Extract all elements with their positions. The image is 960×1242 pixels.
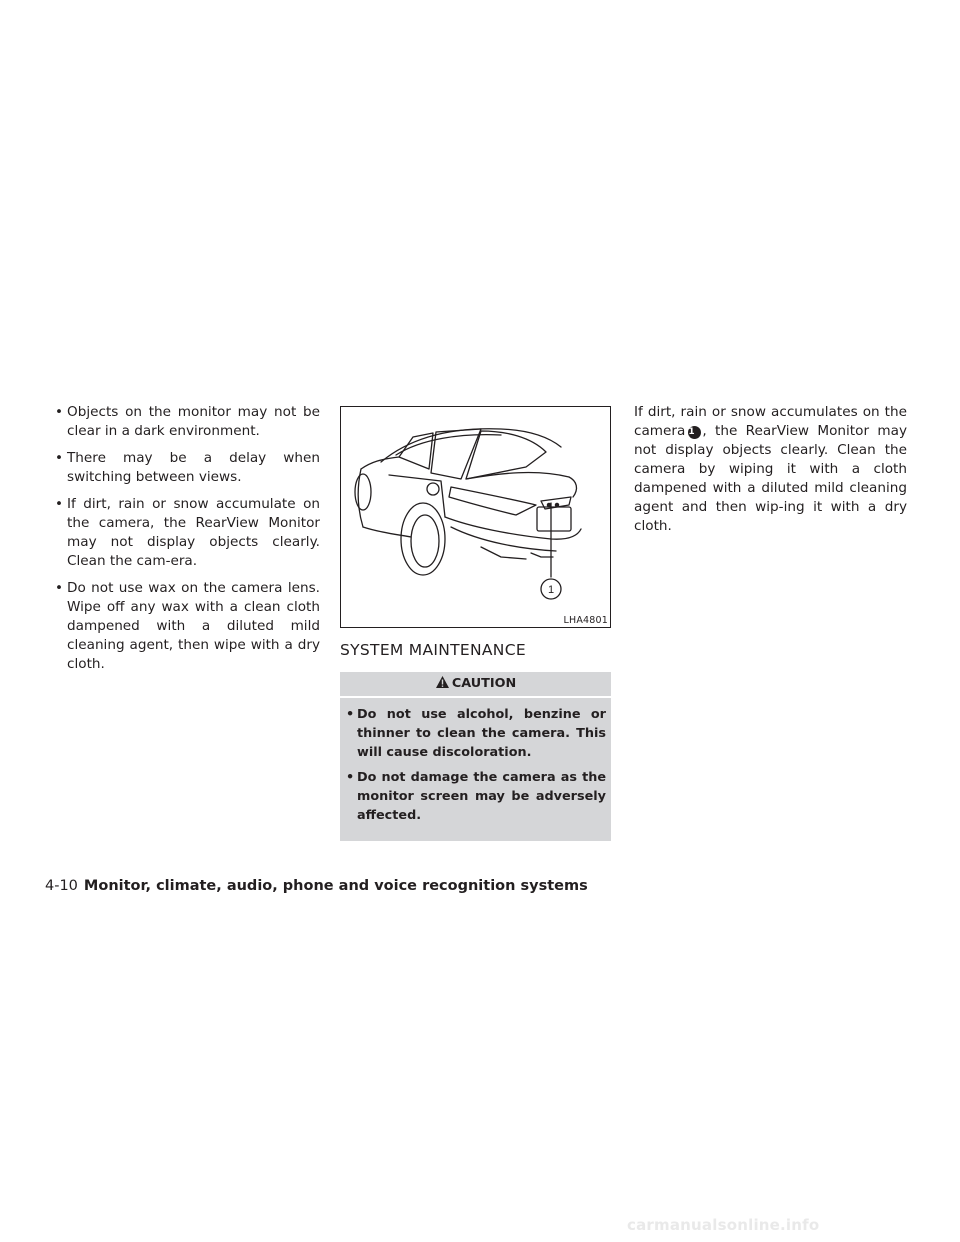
page-number: 4-10 [45,878,78,894]
caution-box [340,672,611,841]
footer-section-name: Monitor, climate, audio, phone and voice recognition systems [83,878,588,894]
list-item: • Do not use wax on the camera lens. Wipe off any wax with a clean cloth dampened with a diluted mild cleaning agent, then wipe with a dry cloth. [50,579,320,674]
callout-label: 1 [547,584,555,596]
caution-label: CAUTION [451,676,517,691]
maintenance-paragraph [634,403,907,536]
figure-code: LHA4801 [563,615,608,626]
list-item: • Do not damage the camera as the monitor screen may be adversely affected. [340,768,606,825]
car-rear-drawing [341,407,610,627]
middle-column [340,406,611,841]
list-item: • Objects on the monitor may not be clear in a dark environment. [50,403,320,441]
list-item: • If dirt, rain or snow accumulate on the camera, the RearView Monitor may not display objects clearly. Clean the cam-era. [50,495,320,571]
section-title: SYSTEM MAINTENANCE [340,641,526,659]
caution-list [340,705,611,825]
watermark: carmanualsonline.info [627,1216,820,1234]
list-item: • Do not use alcohol, benzine or thinner to clean the camera. This will cause discoloration. [340,705,606,762]
warning-triangle-icon [435,674,450,698]
page-footer [45,877,588,895]
rear-camera-illustration [340,406,611,628]
right-column [634,403,907,536]
caution-header [340,672,611,698]
paragraph-text: , the RearView Monitor may not display objects clearly. Clean the camera by wiping it with a cloth dampened with a diluted mild cleaning agent and then wip-ing it with a dry cloth. [634,423,907,534]
left-column [50,403,320,682]
list-item: • There may be a delay when switching between views. [50,449,320,487]
callout-badge: 1 [688,426,701,439]
paragraph-text: If dirt, rain or snow accumulates on the camera [634,404,907,439]
notes-list [50,403,320,674]
